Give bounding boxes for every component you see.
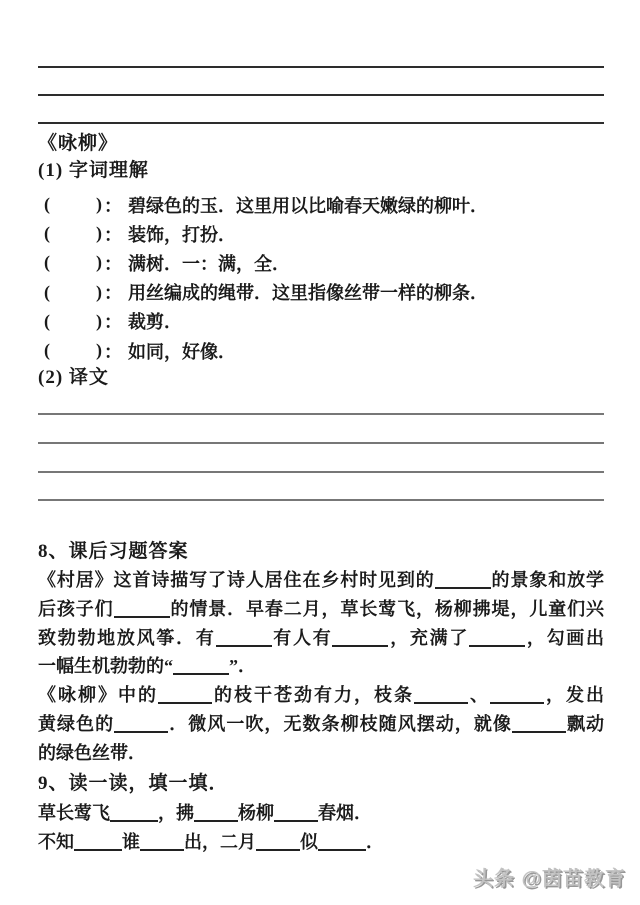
paren-open: ( [44,340,50,361]
fill-in-blank [110,804,158,822]
paragraph-line [38,739,604,768]
fill-in-blank [114,715,168,733]
fill-in-blank [490,686,544,704]
text-run: 谁 [122,831,140,852]
answer-rule [38,471,604,473]
definition-text: 碧绿色的玉．这里用以比喻春天嫩绿的柳叶． [128,195,488,216]
paren-close: ) [96,223,102,244]
paren-close: ) [96,281,102,302]
colon: ： [104,224,122,245]
definition-text: 装饰，打扮． [128,224,236,245]
paren-open: ( [44,194,50,215]
writing-rule [38,66,604,68]
paren-close: ) [96,194,102,215]
writing-rule [38,122,604,124]
paragraph-line [38,799,604,828]
fill-in-blank [414,686,468,704]
colon: ： [104,283,122,304]
fill-in-blank [512,715,566,733]
paren-close: ) [96,252,102,273]
fill-in-blank [194,804,238,822]
paren-close: ) [96,340,102,361]
definition-row [44,307,604,336]
colon: ： [104,253,122,274]
fill-in-blank [318,833,366,851]
fill-in-blank [173,657,229,675]
text-run: 春烟． [318,803,372,823]
fill-in-blank [256,833,300,851]
paragraph-line [38,624,604,653]
colon: ： [104,312,122,333]
fill-in-blank [469,629,525,647]
fill-in-blank [140,833,184,851]
definition-row [44,248,604,277]
section9-fill-lines [38,799,604,857]
section8-title: 8、课后习题答案 [38,541,189,562]
text-run: 似 [300,831,318,852]
definition-row [44,219,604,248]
text-run: ． [366,831,384,852]
text-run: 《咏柳》中的 [38,685,158,706]
toutiao-watermark: 头条 @茵苗教育 [472,868,626,890]
fill-in-blank [114,600,170,618]
answer-rule [38,442,604,444]
fill-in-blank [332,629,388,647]
section9-title: 9、读一读，填一填． [38,773,229,794]
paragraph-line [38,652,604,681]
definition-text: 如同，好像． [128,341,236,362]
definitions-list [44,190,604,365]
part2-label: (2) 译文 [38,367,109,388]
text-run: 后孩子们 [38,598,114,619]
paren-open: ( [44,223,50,244]
text-run: ”． [229,656,256,677]
text-run: 草长莺飞 [38,803,110,823]
definition-text: 满树．一：满，全． [128,253,290,274]
section8-paragraph [38,566,604,768]
text-run: 的枝干苍劲有力，枝条 [212,685,414,706]
definition-text: 用丝编成的绳带．这里指像丝带一样的柳条． [128,283,488,304]
paren-open: ( [44,281,50,302]
answer-rule [38,413,604,415]
part1-label: (1) 字词理解 [38,160,149,181]
text-run: 、 [468,685,490,706]
text-run: ，拂 [158,803,194,823]
text-run: 不知 [38,831,74,852]
paren-close: ) [96,310,102,331]
fill-in-blank [274,804,318,822]
text-run: 的情景．早春二月，草长莺飞，杨柳拂堤，儿童们兴 [169,598,605,619]
text-run: ，勾画出 [525,627,605,648]
fill-in-blank [435,571,491,589]
text-run: 杨柳 [238,803,274,823]
definition-text: 裁剪． [128,312,182,333]
text-run: ，发出 [544,685,604,706]
paragraph-line [38,681,604,710]
text-run: 的绿色丝带． [38,742,146,763]
colon: ： [104,195,122,216]
paragraph-line [38,595,604,624]
paragraph-line [38,828,604,857]
text-run: 有人有 [271,627,333,648]
definition-row [44,278,604,307]
fill-in-blank [216,629,272,647]
text-run: ，充满了 [388,627,470,648]
text-run: 一幅生机勃勃的“ [38,656,173,677]
colon: ： [104,341,122,362]
paren-open: ( [44,252,50,273]
poem-title: 《咏柳》 [38,133,119,154]
text-run: 飘动 [565,713,605,734]
text-run: 出，二月 [184,831,256,852]
fill-in-blank [74,833,122,851]
paragraph-line [38,710,604,739]
text-run: 黄绿色的 [38,713,115,734]
answer-rule [38,499,604,501]
writing-rule [38,94,604,96]
fill-in-blank [158,686,212,704]
paren-open: ( [44,310,50,331]
text-run: 《村居》这首诗描写了诗人居住在乡村时见到的 [38,570,435,590]
definition-row [44,336,604,365]
text-run: 致勃勃地放风筝．有 [38,627,216,648]
paragraph-line [38,566,604,595]
text-run: ．微风一吹，无数条柳枝随风摆动，就像 [168,713,512,734]
definition-row [44,190,604,219]
text-run: 的景象和放学 [490,570,605,590]
